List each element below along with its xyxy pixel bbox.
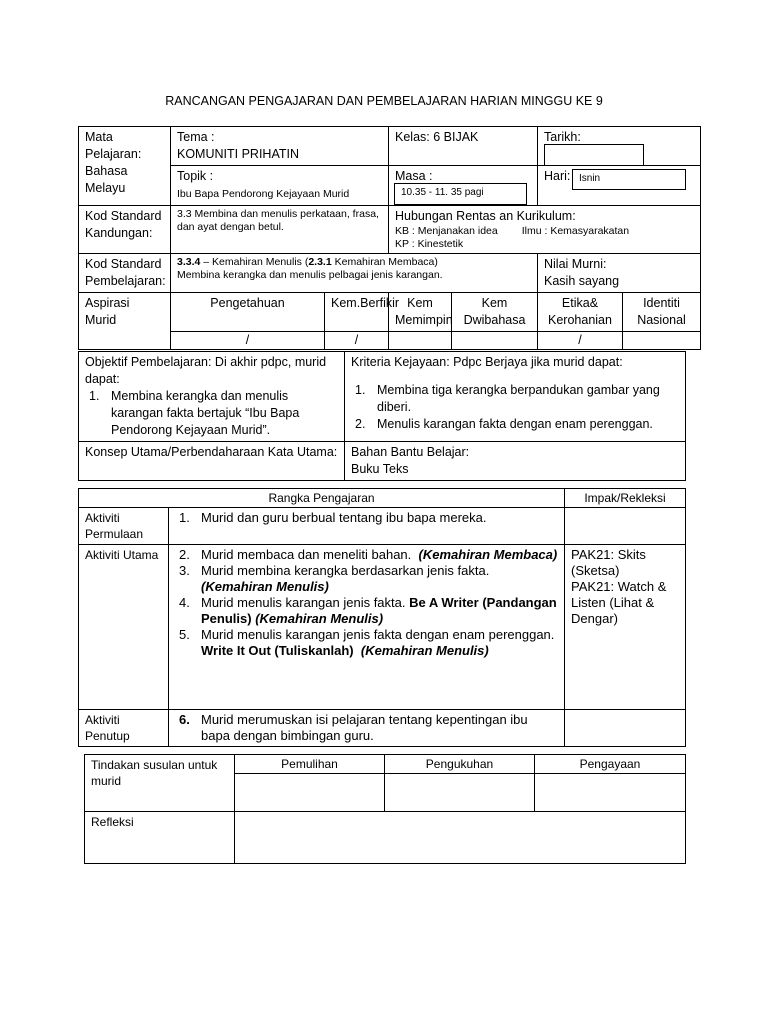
pengayaan-field[interactable]: [535, 774, 686, 812]
masa-label: Masa :: [395, 169, 433, 183]
impak-header: Impak/Rekleksi: [565, 489, 686, 508]
permulaan-text: Murid dan guru berbual tentang ibu bapa mereka.: [201, 510, 487, 525]
impak-1: PAK21: Skits (Sketsa): [571, 547, 646, 578]
penutup-label: Aktiviti Penutup: [79, 710, 169, 747]
pemulihan-header: Pemulihan: [235, 755, 385, 774]
utama-item-4: 4. Murid menulis karangan jenis fakta. Be A Writer (Pandangan Penulis) (Kemahiran Menulis): [179, 595, 557, 626]
kriteria-item: 1. Membina tiga kerangka berpandukan gambar yang diberi.: [355, 383, 660, 414]
utama-item-3: 3. Murid membina kerangka berdasarkan jenis fakta. (Kemahiran Menulis): [179, 563, 490, 594]
penutup-text: Murid merumuskan isi pelajaran tentang kepentingan ibu bapa dengan bimbingan guru.: [201, 712, 528, 743]
aspirasi-col-0: Pengetahuan: [171, 293, 325, 332]
tarikh-label: Tarikh:: [544, 130, 581, 144]
hubungan-ilmu: Ilmu : Kemasyarakatan: [521, 225, 630, 237]
kriteria-item: 2. Menulis karangan fakta dengan enam perenggan.: [355, 417, 653, 431]
tindakan-table: [84, 754, 686, 864]
kod-sk-value: 3.3 Membina dan menulis perkataan, frasa, dan ayat dengan betul.: [171, 206, 389, 254]
kod-sp-code1: 3.3.4: [177, 256, 201, 268]
bahan-value: Buku Teks: [351, 462, 409, 476]
utama-label: Aktiviti Utama: [79, 545, 169, 710]
rangka-table: [78, 488, 686, 747]
topik-label: Topik :: [177, 169, 214, 183]
topik-cell: [171, 166, 389, 206]
tarikh-input[interactable]: [544, 144, 644, 166]
nilai-label: Nilai Murni:: [544, 257, 607, 271]
permulaan-impak: [565, 508, 686, 545]
page-title: RANCANGAN PENGAJARAN DAN PEMBELAJARAN HARIAN MINGGU KE 9: [165, 94, 603, 108]
aspirasi-mark-0: /: [171, 332, 325, 350]
penutup-cell: 6. Murid merumuskan isi pelajaran tentang kepentingan ibu bapa dengan bimbingan guru.: [169, 710, 565, 747]
aspirasi-col-5: Identiti Nasional: [623, 293, 701, 332]
permulaan-label: Aktiviti Permulaan: [79, 508, 169, 545]
utama-impak: [565, 545, 686, 710]
impak-2: PAK21: Watch & Listen (Lihat & Dengar): [571, 579, 667, 626]
aspirasi-mark-4: /: [538, 332, 623, 350]
kriteria-label: Kriteria Kejayaan: Pdpc Berjaya jika murid dapat:: [351, 355, 623, 369]
kod-sk-label: Kod Standard Kandungan:: [79, 206, 171, 254]
kod-sp-label: Kod Standard Pembelajaran:: [79, 254, 171, 293]
aspirasi-label: Aspirasi Murid: [79, 293, 171, 350]
bahan-label: Bahan Bantu Belajar:: [351, 445, 470, 459]
mata-pelajaran-label: Mata Pelajaran:: [85, 130, 142, 161]
hubungan-kb: KB : Menjanakan idea: [395, 225, 498, 237]
penutup-impak: [565, 710, 686, 747]
bahan-cell: [345, 442, 686, 481]
aspirasi-mark-2: [389, 332, 452, 350]
aspirasi-col-3: Kem Dwibahasa: [452, 293, 538, 332]
masa-input[interactable]: 10.35 - 11. 35 pagi: [394, 183, 527, 205]
kod-sp-text2: Kemahiran Membaca): [331, 256, 438, 268]
tema-cell: [171, 127, 389, 166]
mata-pelajaran-cell: [79, 127, 171, 206]
hari-input[interactable]: Isnin: [572, 169, 686, 190]
pengayaan-header: Pengayaan: [535, 755, 686, 774]
permulaan-cell: 1. Murid dan guru berbual tentang ibu bapa mereka.: [169, 508, 565, 545]
objektif-item: 1. Membina kerangka dan menulis karangan fakta bertajuk “Ibu Bapa Pendorong Kejayaan Murid”.: [89, 389, 300, 437]
kod-sp-line2: Membina kerangka dan menulis pelbagai jenis karangan.: [177, 269, 443, 281]
kelas-cell: Kelas: 6 BIJAK: [389, 127, 538, 166]
kod-sp-code2: 2.3.1: [308, 256, 332, 268]
hubungan-label: Hubungan Rentas an Kurikulum:: [395, 209, 576, 223]
pengukuhan-header: Pengukuhan: [385, 755, 535, 774]
objektif-cell: [79, 352, 345, 442]
objektif-label: Objektif Pembelajaran: Di akhir pdpc, murid dapat:: [85, 355, 327, 386]
refleksi-label: Refleksi: [85, 812, 235, 864]
utama-item-2: 2. Murid membaca dan meneliti bahan. (Kemahiran Membaca): [179, 547, 558, 562]
aspirasi-mark-5: [623, 332, 701, 350]
objektif-table: [78, 351, 686, 481]
aspirasi-col-4: Etika& Kerohanian: [538, 293, 623, 332]
pemulihan-field[interactable]: [235, 774, 385, 812]
tema-value: KOMUNITI PRIHATIN: [177, 147, 299, 161]
utama-cell: [169, 545, 565, 710]
objektif-list: [85, 388, 338, 439]
tema-label: Tema :: [177, 130, 215, 144]
kriteria-list: [351, 382, 679, 433]
aspirasi-mark-3: [452, 332, 538, 350]
utama-item-5: 5. Murid menulis karangan jenis fakta dengan enam perenggan. Write It Out (Tuliskanlah) (Kemahiran Menulis): [179, 627, 555, 658]
hubungan-cell: [389, 206, 701, 254]
nilai-value: Kasih sayang: [544, 274, 620, 288]
mata-pelajaran-value: Bahasa Melayu: [85, 164, 128, 195]
aspirasi-col-2: Kem Memimpin: [389, 293, 452, 332]
kod-sp-value: [171, 254, 538, 293]
aspirasi-mark-1: /: [325, 332, 389, 350]
topik-value: Ibu Bapa Pendorong Kejayaan Murid: [177, 188, 350, 200]
konsep-label: Konsep Utama/Perbendaharaan Kata Utama:: [79, 442, 345, 481]
rangka-header: Rangka Pengajaran: [79, 489, 565, 508]
aspirasi-col-1: Kem.Berfikir: [325, 293, 389, 332]
refleksi-field[interactable]: [235, 812, 686, 864]
hubungan-kp: KP : Kinestetik: [395, 238, 464, 250]
tindakan-label: Tindakan susulan untuk murid: [85, 755, 235, 812]
kriteria-cell: [345, 352, 686, 442]
hari-label: Hari:: [544, 169, 571, 183]
pengukuhan-field[interactable]: [385, 774, 535, 812]
kod-sp-text1: – Kemahiran Menulis (: [200, 256, 309, 268]
nilai-cell: [538, 254, 701, 293]
